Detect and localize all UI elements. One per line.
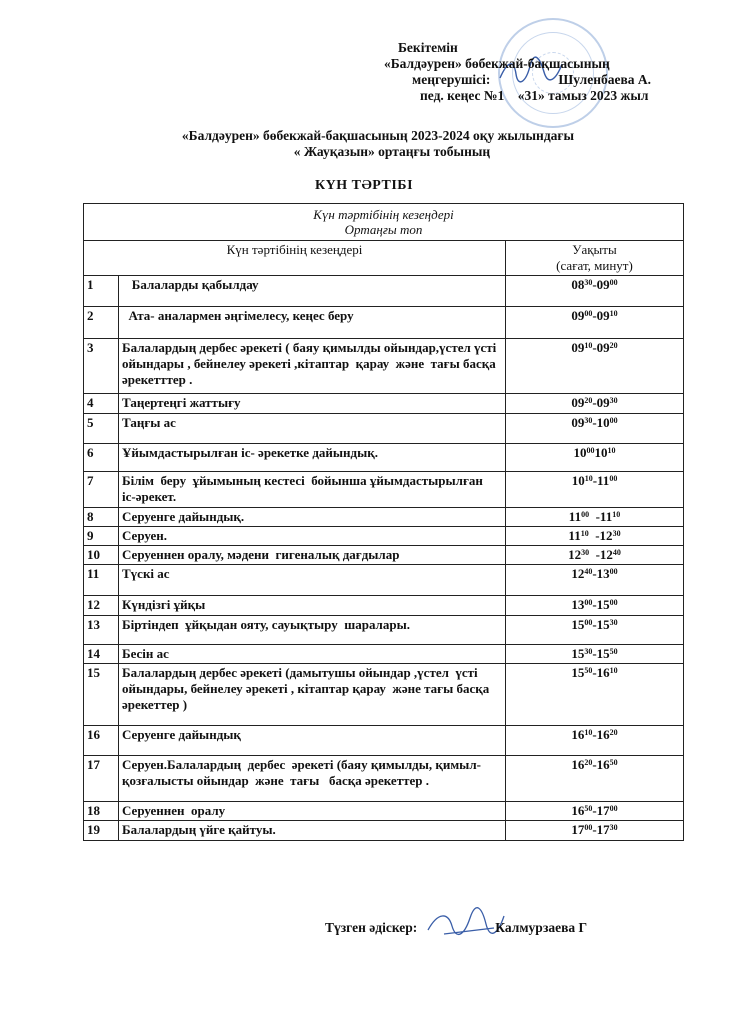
row-number: 14 (84, 645, 119, 664)
header-time-line-2: (сағат, минут) (556, 258, 633, 273)
row-number: 18 (84, 802, 119, 821)
row-activity: Таңертеңгі жаттығу (119, 394, 506, 414)
row-activity: Серуеннен оралу (119, 802, 506, 821)
time-end-hour: -11 (589, 509, 613, 524)
time-start-minute: 40 (584, 567, 593, 576)
time-start-hour: 10 (571, 473, 585, 488)
time-end-minute: 30 (612, 529, 621, 538)
time-end-hour: -12 (589, 547, 613, 562)
header-row (84, 241, 684, 276)
time-start-hour: 16 (571, 727, 585, 742)
row-activity: Балаларды қабылдау (119, 276, 506, 307)
table-row (84, 414, 684, 444)
approval-line-4: пед. кеңес №1 «31» тамыз 2023 жыл (420, 88, 649, 103)
time-end-hour: -17 (592, 822, 610, 837)
row-activity: Серуен.Балалардың дербес әрекеті (баяу қимылды, қимыл-қозғалысты ойындар және тағы басқа әрекеттер . (119, 756, 506, 802)
director-label: меңгерушісі: (412, 72, 491, 87)
time-end-minute: 50 (609, 647, 618, 656)
row-activity: Ата- аналармен әңгімелесу, кеңес беру (119, 307, 506, 339)
footer-name: Калмурзаева Г (495, 920, 588, 935)
time-end-hour: -17 (592, 803, 610, 818)
time-start-hour: 12 (571, 566, 585, 581)
header-time-line-1: Уақыты (572, 242, 617, 257)
row-activity: Таңғы ас (119, 414, 506, 444)
time-start-hour: 15 (571, 617, 585, 632)
director-name: Шуленбаева А. (558, 72, 652, 87)
time-start-minute: 50 (584, 666, 593, 675)
time-start-hour: 17 (571, 822, 585, 837)
row-time (506, 726, 684, 756)
time-end-minute: 00 (609, 598, 618, 607)
header-activity: Күн тәртібінің кезеңдері (84, 241, 506, 276)
row-number: 1 (84, 276, 119, 307)
time-start-minute: 10 (584, 728, 593, 737)
time-end-hour: 10 (594, 445, 608, 460)
approval-line-1: Бекітемін (398, 40, 458, 55)
time-start-minute: 30 (584, 416, 593, 425)
row-time (506, 444, 684, 472)
row-time (506, 527, 684, 546)
approval-line-2: «Балдәурен» бөбекжай-бақшасының (384, 56, 610, 71)
row-number: 19 (84, 821, 119, 841)
time-start-hour: 15 (571, 646, 585, 661)
time-end-minute: 20 (609, 341, 618, 350)
time-end-minute: 40 (612, 548, 621, 557)
time-end-minute: 30 (609, 823, 618, 832)
heading-line-1: «Балдәурен» бөбекжай-бақшасының 2023-2024 оқу жылындағы (181, 128, 575, 143)
table-caption (84, 204, 684, 241)
time-start-minute: 50 (584, 804, 593, 813)
row-time (506, 307, 684, 339)
time-start-minute: 30 (584, 278, 593, 287)
row-time (506, 546, 684, 565)
caption-row (84, 204, 684, 241)
row-activity: Серуенге дайындық (119, 726, 506, 756)
time-start-hour: 10 (573, 445, 587, 460)
row-number: 11 (84, 565, 119, 596)
row-activity: Серуен. (119, 527, 506, 546)
schedule-table (83, 203, 684, 841)
time-start-minute: 10 (584, 341, 593, 350)
row-activity: Балалардың дербес әрекеті (дамытушы ойындар ,үстел үсті ойындары, бейнелеу әрекеті , кітаптар қарау және тағы басқа әрекеттер ) (119, 664, 506, 726)
row-time (506, 756, 684, 802)
row-time (506, 821, 684, 841)
row-time (506, 508, 684, 527)
row-activity: Ұйымдастырылған іс- әрекетке дайындық. (119, 444, 506, 472)
time-start-minute: 00 (584, 309, 593, 318)
time-end-hour: -11 (592, 473, 610, 488)
table-row (84, 616, 684, 645)
row-activity: Балалардың дербес әрекеті ( баяу қимылды ойындар,үстел үсті ойындары , бейнелеу әрекеті ,кітаптар қарау және тағы басқа әрекетттер . (119, 339, 506, 394)
row-time (506, 339, 684, 394)
row-time (506, 414, 684, 444)
time-end-minute: 30 (609, 396, 618, 405)
row-time (506, 802, 684, 821)
time-start-hour: 11 (568, 528, 581, 543)
row-activity: Серуенге дайындық. (119, 508, 506, 527)
time-end-hour: -16 (592, 727, 610, 742)
caption-line-1: Күн тәртібінің кезеңдері (313, 207, 454, 222)
heading-line-2: « Жауқазын» ортаңғы тобының (293, 144, 491, 159)
time-end-minute: 00 (609, 416, 618, 425)
time-start-minute: 00 (584, 598, 593, 607)
row-number: 5 (84, 414, 119, 444)
time-start-minute: 10 (584, 474, 593, 483)
footer-label: Түзген әдіскер: (325, 920, 418, 935)
approval-block (384, 40, 724, 104)
time-start-hour: 16 (571, 757, 585, 772)
row-number: 2 (84, 307, 119, 339)
time-end-hour: -12 (588, 528, 613, 543)
row-number: 8 (84, 508, 119, 527)
table-row (84, 645, 684, 664)
time-start-minute: 30 (581, 548, 590, 557)
time-end-hour: -10 (592, 415, 610, 430)
table-row (84, 527, 684, 546)
time-end-hour: -09 (592, 277, 610, 292)
row-number: 13 (84, 616, 119, 645)
row-number: 12 (84, 596, 119, 616)
approval-line-3 (384, 72, 724, 88)
time-end-minute: 00 (609, 278, 618, 287)
table-row (84, 546, 684, 565)
time-start-hour: 08 (571, 277, 585, 292)
time-end-minute: 10 (609, 309, 618, 318)
time-start-hour: 09 (571, 395, 585, 410)
schedule-rows (84, 276, 684, 841)
time-start-minute: 30 (584, 647, 593, 656)
time-end-hour: -09 (592, 395, 610, 410)
table-row (84, 802, 684, 821)
time-end-hour: -15 (592, 617, 610, 632)
time-start-minute: 00 (584, 618, 593, 627)
row-time (506, 645, 684, 664)
time-end-minute: 10 (612, 510, 621, 519)
time-end-hour: -16 (592, 665, 610, 680)
row-activity: Балалардың үйге қайтуы. (119, 821, 506, 841)
row-time (506, 616, 684, 645)
table-row (84, 756, 684, 802)
time-start-minute: 00 (584, 823, 593, 832)
table-row (84, 508, 684, 527)
time-end-hour: -15 (592, 646, 610, 661)
time-end-minute: 00 (609, 474, 618, 483)
time-start-minute: 10 (580, 529, 589, 538)
time-end-minute: 30 (609, 618, 618, 627)
header-time (506, 241, 684, 276)
time-end-minute: 10 (609, 666, 618, 675)
table-row (84, 394, 684, 414)
row-time (506, 394, 684, 414)
row-activity: Серуеннен оралу, мәдени гигеналық дағдылар (119, 546, 506, 565)
footer (325, 920, 587, 936)
time-end-hour: -09 (592, 340, 610, 355)
time-start-minute: 00 (581, 510, 590, 519)
row-number: 15 (84, 664, 119, 726)
time-end-minute: 00 (609, 567, 618, 576)
row-activity: Білім беру ұйымының кестесі бойынша ұйымдастырылған іс-әрекет. (119, 472, 506, 508)
time-start-hour: 09 (571, 340, 585, 355)
table-row (84, 444, 684, 472)
time-end-minute: 00 (609, 804, 618, 813)
row-number: 4 (84, 394, 119, 414)
row-time (506, 472, 684, 508)
table-row (84, 726, 684, 756)
time-start-hour: 15 (571, 665, 585, 680)
time-start-hour: 12 (568, 547, 582, 562)
row-number: 17 (84, 756, 119, 802)
row-number: 7 (84, 472, 119, 508)
time-start-hour: 16 (571, 803, 585, 818)
row-time (506, 565, 684, 596)
row-number: 16 (84, 726, 119, 756)
table-row (84, 565, 684, 596)
row-activity: Түскі ас (119, 565, 506, 596)
row-number: 3 (84, 339, 119, 394)
row-activity: Біртіндеп ұйқыдан ояту, сауықтыру шаралары. (119, 616, 506, 645)
table-row (84, 664, 684, 726)
time-start-minute: 00 (586, 446, 595, 455)
table-row (84, 821, 684, 841)
row-time (506, 596, 684, 616)
time-end-minute: 50 (609, 758, 618, 767)
table-row (84, 472, 684, 508)
time-end-hour: -13 (592, 566, 610, 581)
time-start-minute: 20 (584, 396, 593, 405)
document-title: КҮН ТӘРТІБІ (314, 178, 414, 193)
row-number: 9 (84, 527, 119, 546)
row-number: 6 (84, 444, 119, 472)
table-row (84, 276, 684, 307)
time-start-hour: 11 (568, 509, 582, 524)
time-start-minute: 20 (584, 758, 593, 767)
time-start-hour: 09 (571, 308, 585, 323)
row-activity: Күндізгі ұйқы (119, 596, 506, 616)
row-number: 10 (84, 546, 119, 565)
table-row (84, 339, 684, 394)
table-row (84, 596, 684, 616)
time-start-hour: 13 (571, 597, 585, 612)
time-end-hour: -16 (592, 757, 610, 772)
row-time (506, 276, 684, 307)
table-row (84, 307, 684, 339)
time-end-minute: 20 (609, 728, 618, 737)
time-end-hour: -15 (592, 597, 610, 612)
time-start-hour: 09 (571, 415, 585, 430)
row-time (506, 664, 684, 726)
time-end-hour: -09 (592, 308, 610, 323)
time-end-minute: 10 (607, 446, 616, 455)
caption-line-2: Ортаңғы топ (344, 222, 423, 237)
row-activity: Бесін ас (119, 645, 506, 664)
